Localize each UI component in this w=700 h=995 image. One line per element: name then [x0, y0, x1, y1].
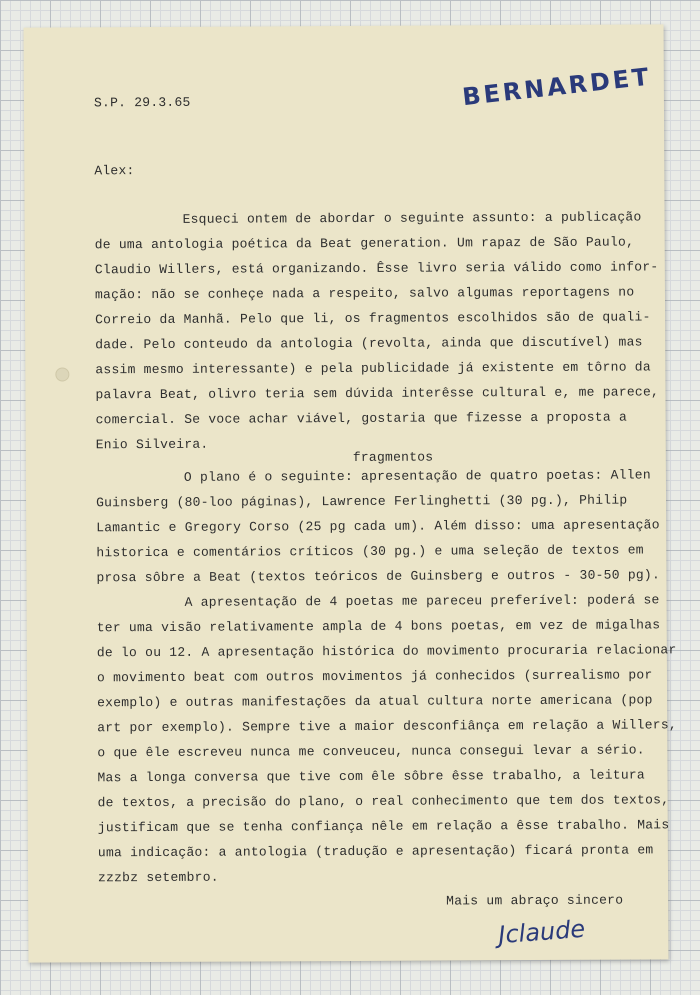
letter-line: Lamantic e Gregory Corso (25 pg cada um). Além disso: uma apresentação	[96, 517, 660, 536]
letter-line: palavra Beat, olivro teria sem dúvida interêsse cultural e, me parece,	[95, 384, 660, 403]
letter-line: historica e comentários críticos (30 pg.) e uma seleção de textos em	[96, 542, 644, 561]
letter-line: A apresentação de 4 poetas me pareceu preferível: poderá se	[184, 592, 660, 610]
letter-line: justificam que se tenha confiança nêle em relação a êsse trabalho. Mais	[97, 817, 670, 836]
letter-line: dade. Pelo conteudo da antologia (revolta, ainda que discutível) mas	[95, 334, 643, 353]
letter-line: de textos, a precisão do plano, o real conhecimento que tem dos textos,	[97, 792, 670, 811]
letter-line: o movimento beat com outros movimentos já conhecidos (surrealismo por	[96, 667, 653, 686]
letter-line: de uma antologia poética da Beat generation. Um rapaz de São Paulo,	[94, 234, 635, 253]
letter-salutation: Alex:	[94, 163, 135, 179]
letter-line: uma indicação: a antologia (tradução e apresentação) ficará pronta em	[97, 842, 654, 861]
letter-line: de lo ou 12. A apresentação histórica do movimento procuraria relacionar	[96, 642, 677, 661]
letter-line: ter uma visão relativamente ampla de 4 bons poetas, em vez de migalhas	[96, 617, 661, 636]
handwritten-name: BERNARDET	[460, 62, 653, 112]
letter-line: mação: não se conheçe nada a respeito, salvo algumas reportagens no	[94, 284, 635, 303]
letter-line: Enio Silveira.	[95, 436, 209, 453]
inserted-word: fragmentos	[352, 449, 434, 465]
letter-line: prosa sôbre a Beat (textos teóricos de Guinsberg e outros - 30-50 pg).	[96, 567, 661, 586]
letter-date: S.P. 29.3.65	[93, 94, 191, 111]
letter-sheet	[24, 24, 677, 962]
letter-line: Guinsberg (80-loo páginas), Lawrence Ferlinghetti (30 pg.), Philip	[96, 492, 628, 511]
letter-line: Correio da Manhã. Pelo que li, os fragmentos escolhidos são de quali-	[95, 309, 651, 328]
letter-line: o que êle escreveu nunca me conveuceu, nunca consegui levar a sério.	[97, 742, 645, 761]
letter-line: comercial. Se voce achar viável, gostaria que fizesse a proposta a	[95, 409, 628, 428]
letter-line: art por exemplo). Sempre tive a maior desconfiânça em relação a Willers,	[97, 717, 677, 736]
letter-line: Esqueci ontem de abordar o seguinte assunto: a publicação	[182, 209, 642, 227]
letter-line: Claudio Willers, está organizando. Êsse livro seria válido como infor-	[94, 259, 659, 278]
letter-closing: Mais um abraço sincero	[446, 892, 624, 909]
letter-line: assim mesmo interessante) e pela publicidade já existente em tôrno da	[95, 359, 651, 378]
letter-line: exemplo) e outras manifestações da atual cultura norte americana (pop	[97, 692, 653, 711]
signature: Jclaude	[497, 914, 587, 950]
letter-line: Mas a longa conversa que tive com êle sôbre êsse trabalho, a leitura	[97, 767, 646, 786]
letter-line: zzzbz setembro.	[97, 869, 219, 886]
punch-hole	[55, 367, 69, 381]
letter-line: O plano é o seguinte: apresentação de quatro poetas: Allen	[183, 467, 651, 485]
